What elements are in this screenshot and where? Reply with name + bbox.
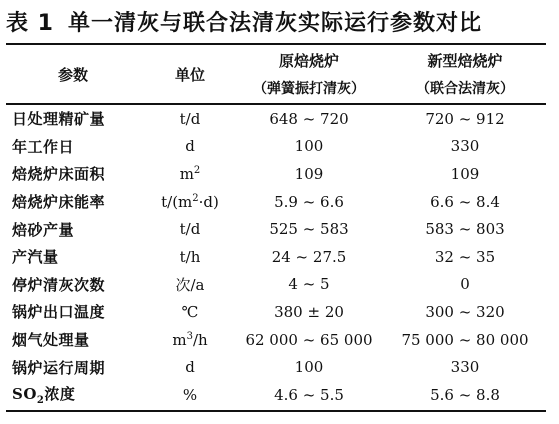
new-value-cell: 75 000 ~ 80 000: [401, 330, 529, 349]
unit-cell: 次/a: [175, 275, 205, 294]
param-cell: 烟气处理量: [12, 331, 90, 350]
table-row: [6, 271, 546, 299]
new-value-cell: 32 ~ 35: [434, 247, 496, 266]
unit-base: m: [179, 164, 194, 183]
orig-value-cell: 24 ~ 27.5: [271, 247, 347, 266]
param-cell: 停炉清灰次数: [12, 275, 106, 294]
param-cell: 产汽量: [12, 248, 59, 267]
table-row: [6, 160, 546, 188]
unit-superscript: 2: [192, 192, 199, 204]
table-title: 单一清灰与联合法清灰实际运行参数对比: [67, 10, 482, 36]
orig-value-cell: 525 ~ 583: [269, 220, 349, 239]
unit-cell: d: [185, 358, 195, 377]
unit-cell: d: [185, 137, 195, 156]
table-body: [6, 105, 546, 409]
table-row: [6, 105, 546, 133]
unit-superscript: 3: [186, 330, 193, 342]
table-row: [6, 353, 546, 381]
unit-cell: t/h: [179, 247, 201, 266]
unit-cell: [146, 160, 234, 188]
table-row: [6, 298, 546, 326]
table-row: [6, 188, 546, 216]
param-cell: 年工作日: [12, 137, 75, 156]
orig-value-cell: 648 ~ 720: [269, 109, 349, 128]
header-orig-sub: （弹簧振打清灰）: [253, 80, 365, 97]
orig-value-cell: 4 ~ 5: [288, 275, 330, 294]
param-suffix: 浓度: [44, 385, 76, 404]
new-value-cell: 720 ~ 912: [425, 109, 505, 128]
param-cell: 日处理精矿量: [12, 110, 106, 129]
orig-value-cell: 4.6 ~ 5.5: [274, 385, 344, 404]
unit-cell: t/d: [179, 109, 201, 128]
table-row: [6, 326, 546, 354]
table-row: [6, 243, 546, 271]
new-value-cell: 5.6 ~ 8.8: [430, 385, 500, 404]
unit-prefix: m: [172, 330, 187, 349]
table-caption: [6, 4, 482, 38]
header-new-title: 新型焙烧炉: [427, 52, 503, 70]
header-new-sub: （联合法清灰）: [416, 80, 514, 97]
bottom-rule: [6, 410, 546, 412]
orig-value-cell: 380 ± 20: [274, 302, 344, 321]
unit-superscript: 2: [193, 164, 201, 176]
unit-cell: [146, 188, 234, 216]
table-number: 表 1: [6, 10, 54, 36]
orig-value-cell: 5.9 ~ 6.6: [274, 192, 344, 211]
new-value-cell: 583 ~ 803: [425, 220, 505, 239]
new-value-cell: 330: [450, 137, 480, 156]
param-subscript: 2: [36, 395, 45, 407]
unit-cell: %: [182, 385, 198, 404]
top-rule: [6, 43, 546, 45]
unit-cell: [146, 326, 234, 354]
orig-value-cell: 100: [294, 137, 324, 156]
unit-cell: t/d: [179, 220, 201, 239]
param-cell: 焙烧炉床能率: [12, 193, 106, 212]
param-cell: 锅炉出口温度: [12, 303, 106, 322]
param-cell: 锅炉运行周期: [12, 358, 106, 377]
param-prefix: SO: [12, 385, 37, 404]
unit-suffix: /h: [192, 330, 208, 349]
header-orig-title: 原焙烧炉: [278, 52, 339, 70]
new-value-cell: 6.6 ~ 8.4: [430, 192, 500, 211]
table-header: [6, 47, 546, 101]
table-row: [6, 381, 546, 409]
new-value-cell: 330: [450, 358, 480, 377]
orig-value-cell: 100: [294, 358, 324, 377]
unit-cell: ℃: [181, 302, 199, 321]
header-param: 参数: [58, 65, 89, 84]
table-row: [6, 215, 546, 243]
new-value-cell: 109: [450, 164, 480, 183]
header-unit: 单位: [174, 65, 205, 84]
orig-value-cell: 109: [294, 164, 324, 183]
orig-value-cell: 62 000 ~ 65 000: [245, 330, 373, 349]
param-cell: [6, 381, 146, 409]
param-cell: 焙烧炉床面积: [12, 165, 106, 184]
new-value-cell: 0: [460, 275, 470, 294]
param-cell: 焙砂产量: [12, 220, 75, 239]
unit-suffix: ·d): [198, 192, 219, 211]
table-row: [6, 133, 546, 161]
new-value-cell: 300 ~ 320: [425, 302, 505, 321]
unit-prefix: t/(m: [161, 192, 193, 211]
